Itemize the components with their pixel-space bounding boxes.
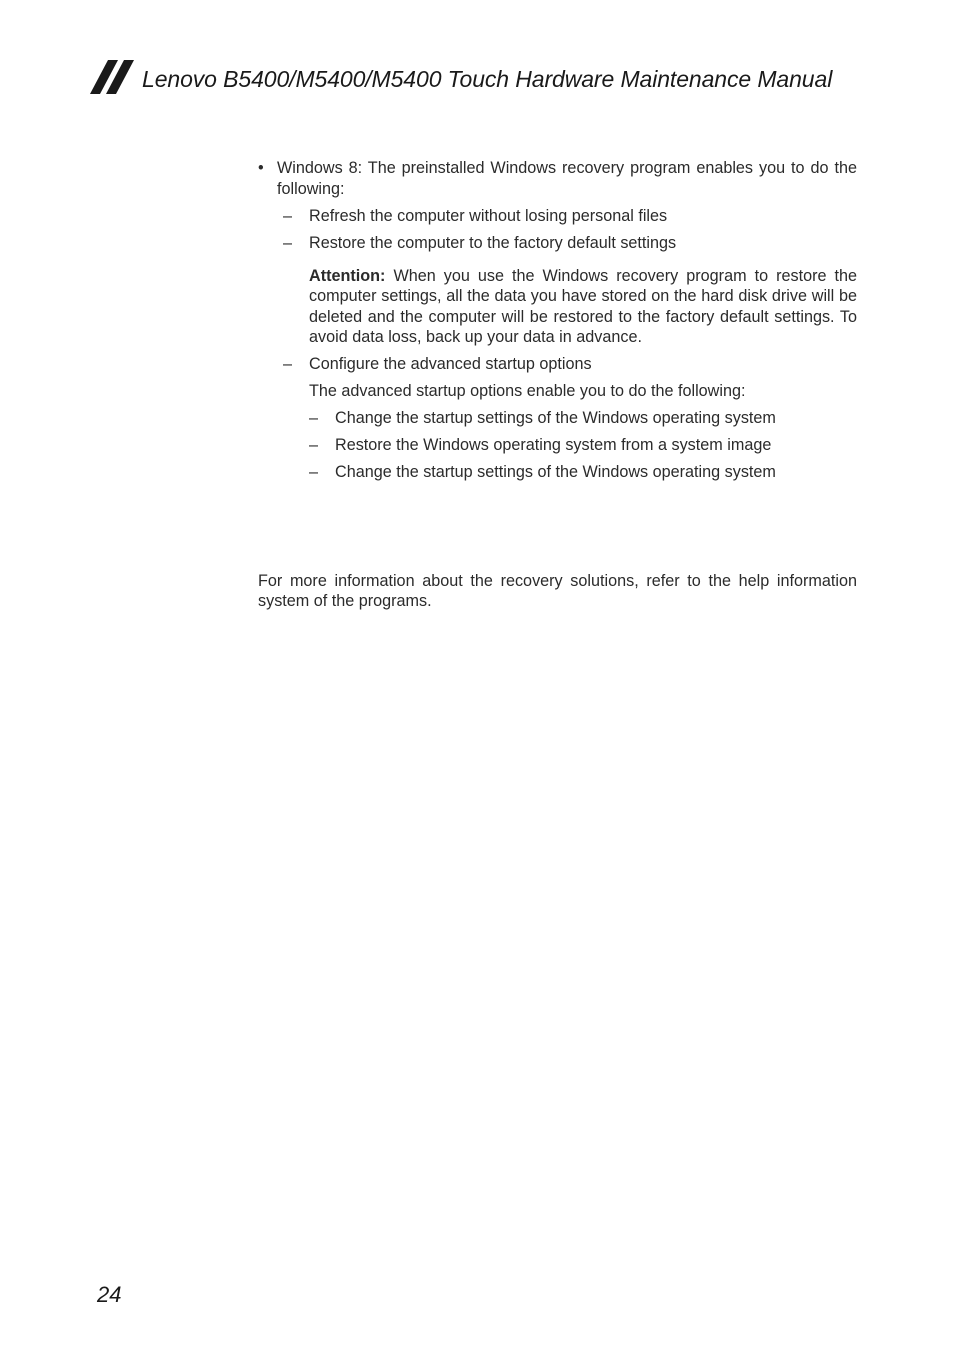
refresh-item-text: Refresh the computer without losing personal files <box>309 206 668 225</box>
attention-text: When you use the Windows recovery program to restore the computer settings, all the data you have stored on the hard disk drive will be deleted and the computer will be restored to the factory default settings. To avoid data loss, back up your data in advance. <box>309 266 857 346</box>
page-number: 24 <box>97 1282 122 1307</box>
list-item-refresh <box>258 206 857 227</box>
list-item-advanced-1 <box>258 408 857 429</box>
double-slash-logo-icon <box>90 60 136 94</box>
dash-marker: – <box>283 206 293 225</box>
windows8-intro-text: Windows 8: The preinstalled Windows recovery program enables you to do the following: <box>277 159 857 198</box>
advanced-item-text: Change the startup settings of the Windows operating system <box>335 409 776 427</box>
recovery-info-note: For more information about the recovery solutions, refer to the help information system of the programs. <box>258 571 857 610</box>
dash-marker: – <box>309 409 319 427</box>
recovery-section <box>258 158 857 612</box>
advanced-startup-intro: The advanced startup options enable you to do the following: <box>309 382 746 400</box>
dash-marker: – <box>283 355 293 373</box>
restore-item-text: Restore the computer to the factory default settings <box>309 233 677 252</box>
advanced-item-text: Restore the Windows operating system from a system image <box>335 436 772 454</box>
document-header-title: Lenovo B5400/M5400/M5400 Touch Hardware Maintenance Manual <box>142 66 833 92</box>
attention-label: Attention: <box>309 266 386 285</box>
bullet-marker: • <box>258 159 264 177</box>
attention-note <box>258 266 857 348</box>
list-item-windows8 <box>258 158 857 199</box>
list-item-configure <box>258 354 857 375</box>
dash-marker: – <box>283 233 293 252</box>
list-item-advanced-2 <box>258 435 857 456</box>
configure-item-text: Configure the advanced startup options <box>309 355 592 373</box>
dash-marker: – <box>309 463 319 481</box>
advanced-item-text: Change the startup settings of the Windows operating system <box>335 463 776 481</box>
list-item-restore <box>258 233 857 254</box>
dash-marker: – <box>309 436 319 454</box>
list-item-advanced-3 <box>258 462 857 483</box>
